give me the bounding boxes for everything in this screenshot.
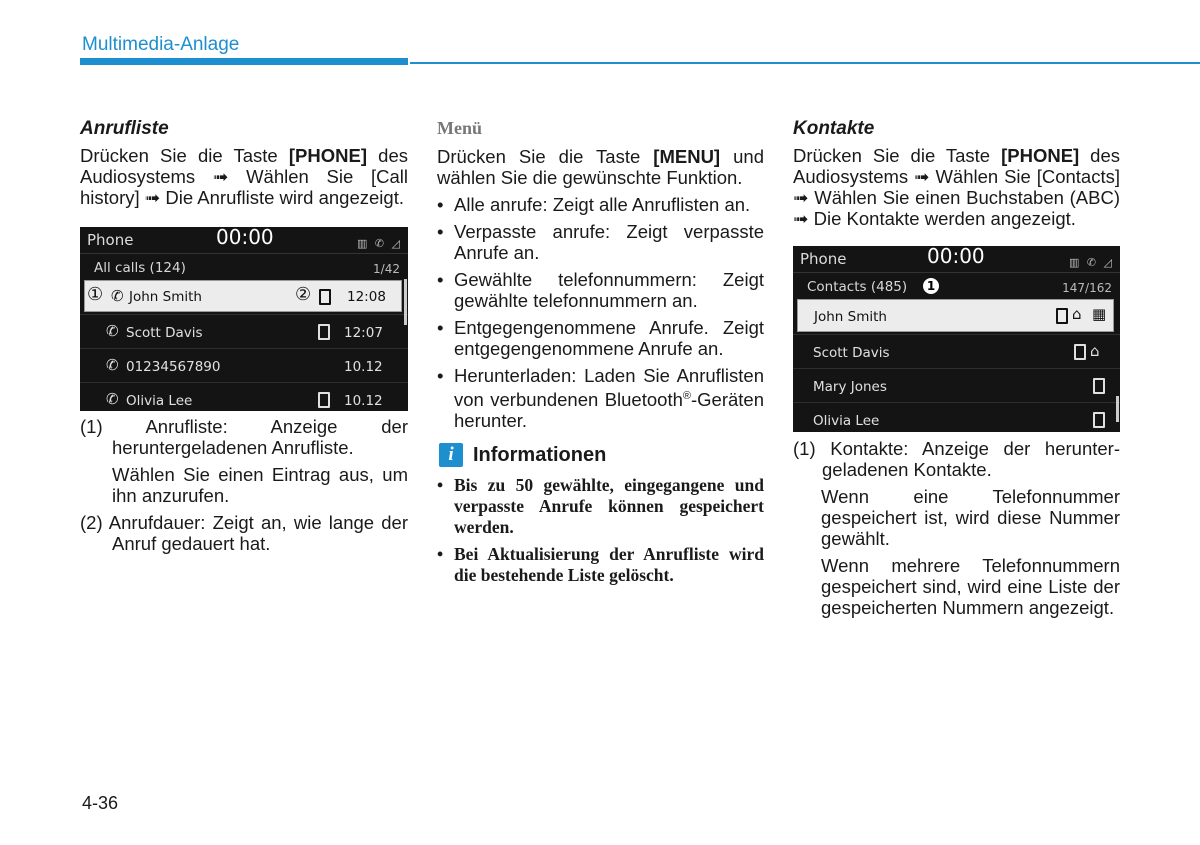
call-row[interactable]: ✆ Scott Davis 12:07 <box>80 314 408 348</box>
column-menu <box>437 116 764 592</box>
info-box-header <box>439 443 764 467</box>
status-icons: ▥ ✆ ◿ <box>1068 256 1114 269</box>
contact-row[interactable]: Olivia Lee <box>793 402 1120 432</box>
page-number: 4-36 <box>82 793 119 813</box>
header-rule-thin <box>410 62 1200 64</box>
contacts-list-title: Contacts (485) <box>807 279 908 295</box>
mobile-icon <box>1093 378 1105 394</box>
column-contacts <box>793 116 1120 618</box>
scrollbar[interactable] <box>404 279 407 325</box>
list-item: • Entgegengenommene Anrufe. Zeigt entgegengenommene Anrufe an. <box>437 317 764 359</box>
call-row[interactable]: ✆ 01234567890 10.12 <box>80 348 408 382</box>
heading-kontakte: Kontakte <box>793 118 875 139</box>
list-item: • Herunterladen: Laden Sie Anruflisten von verbundenen Bluetooth®-Geräten herunter. <box>437 365 764 431</box>
heading-anrufliste: Anrufliste <box>80 118 169 139</box>
home-icon: ⌂ <box>1072 305 1082 323</box>
caption-1-detail: Wenn eine Telefonnummer gespeichert ist, wird diese Nummer gewählt. <box>821 486 1120 549</box>
list-item: • Alle anrufe: Zeigt alle Anruflisten an. <box>437 194 764 215</box>
section-title: Multimedia-Anlage <box>82 34 240 55</box>
contact-row[interactable]: Mary Jones <box>793 368 1120 402</box>
contact-row[interactable]: Scott Davis ⌂ <box>793 334 1120 368</box>
heading-menu: Menü <box>437 118 482 138</box>
list-item: • Bei Aktualisierung der Anrufliste wird die bestehende Liste gelöscht. <box>437 544 764 586</box>
contact-row[interactable]: John Smith ⌂ ▦ <box>797 299 1114 332</box>
list-counter: 1/42 <box>373 262 400 276</box>
missed-call-icon: ✆ <box>106 356 119 374</box>
intro-paragraph: Drücken Sie die Taste [PHONE] des Audiosystems ➟ Wählen Sie [Contacts] ➟ Wählen Sie einen Buchstaben (ABC) ➟ Die Kontakte werden angezeigt. <box>793 145 1120 229</box>
office-icon: ▦ <box>1092 305 1107 323</box>
screen-title: Phone <box>800 250 847 268</box>
list-item: • Gewählte telefonnummern: Zeigt gewählte telefonnummern an. <box>437 269 764 311</box>
list-counter: 147/162 <box>1062 281 1112 295</box>
list-item: • Bis zu 50 gewählte, eingegangene und verpasste Anrufe können gespeichert werden. <box>437 475 764 538</box>
mobile-icon <box>1093 412 1105 428</box>
scrollbar[interactable] <box>1116 396 1119 422</box>
home-icon: ⌂ <box>1090 342 1100 360</box>
call-row[interactable]: ① ✆ John Smith ② 12:08 <box>84 280 402 312</box>
phone-device-icon <box>318 392 330 408</box>
call-icon: ✆ <box>106 322 119 340</box>
call-row[interactable]: ✆ Olivia Lee 10.12 <box>80 382 408 411</box>
header-rule-thick <box>80 58 408 65</box>
call-icon: ✆ <box>111 287 124 305</box>
call-list-title: All calls (124) <box>94 260 186 276</box>
phone-device-icon <box>319 289 331 305</box>
screen-title: Phone <box>87 231 134 249</box>
intro-paragraph: Drücken Sie die Taste [PHONE] des Audiosystems ➟ Wählen Sie [Call history] ➟ Die Anrufliste wird angezeigt. <box>80 145 408 208</box>
caption-2: (2) Anrufdauer: Zeigt an, wie lange der Anruf gedauert hat. <box>80 512 408 554</box>
caption-1: (1) Kontakte: Anzeige der herunter- geladenen Kontakte. <box>793 438 1120 480</box>
screen-clock: 00:00 <box>927 246 985 268</box>
mobile-icon <box>1056 308 1068 324</box>
mobile-icon <box>1074 344 1086 360</box>
column-call-history <box>80 116 408 554</box>
menu-options-list <box>437 194 764 431</box>
screen-clock: 00:00 <box>216 227 274 249</box>
intro-paragraph: Drücken Sie die Taste [MENU] und wählen Sie die gewünschte Funktion. <box>437 146 764 188</box>
list-item: • Verpasste anrufe: Zeigt verpasste Anrufe an. <box>437 221 764 263</box>
callout-1: 1 <box>923 278 939 294</box>
info-title: Informationen <box>473 443 607 466</box>
contacts-screen <box>793 246 1120 432</box>
callout-1: ① <box>87 284 104 305</box>
phone-device-icon <box>318 324 330 340</box>
caption-1: (1) Anrufliste: Anzeige der heruntergeladenen Anrufliste. <box>80 416 408 458</box>
info-icon: i <box>439 443 463 467</box>
call-history-screen <box>80 227 408 411</box>
callout-2: ② <box>295 284 312 305</box>
missed-call-icon: ✆ <box>106 390 119 408</box>
caption-1-detail: Wenn mehrere Telefonnummern gespeichert sind, wird eine Liste der gespeicherten Nummern angezeigt. <box>821 555 1120 618</box>
info-list <box>437 475 764 586</box>
status-icons: ▥ ✆ ◿ <box>356 237 402 250</box>
caption-1-detail: Wählen Sie einen Eintrag aus, um ihn anzurufen. <box>112 464 408 506</box>
